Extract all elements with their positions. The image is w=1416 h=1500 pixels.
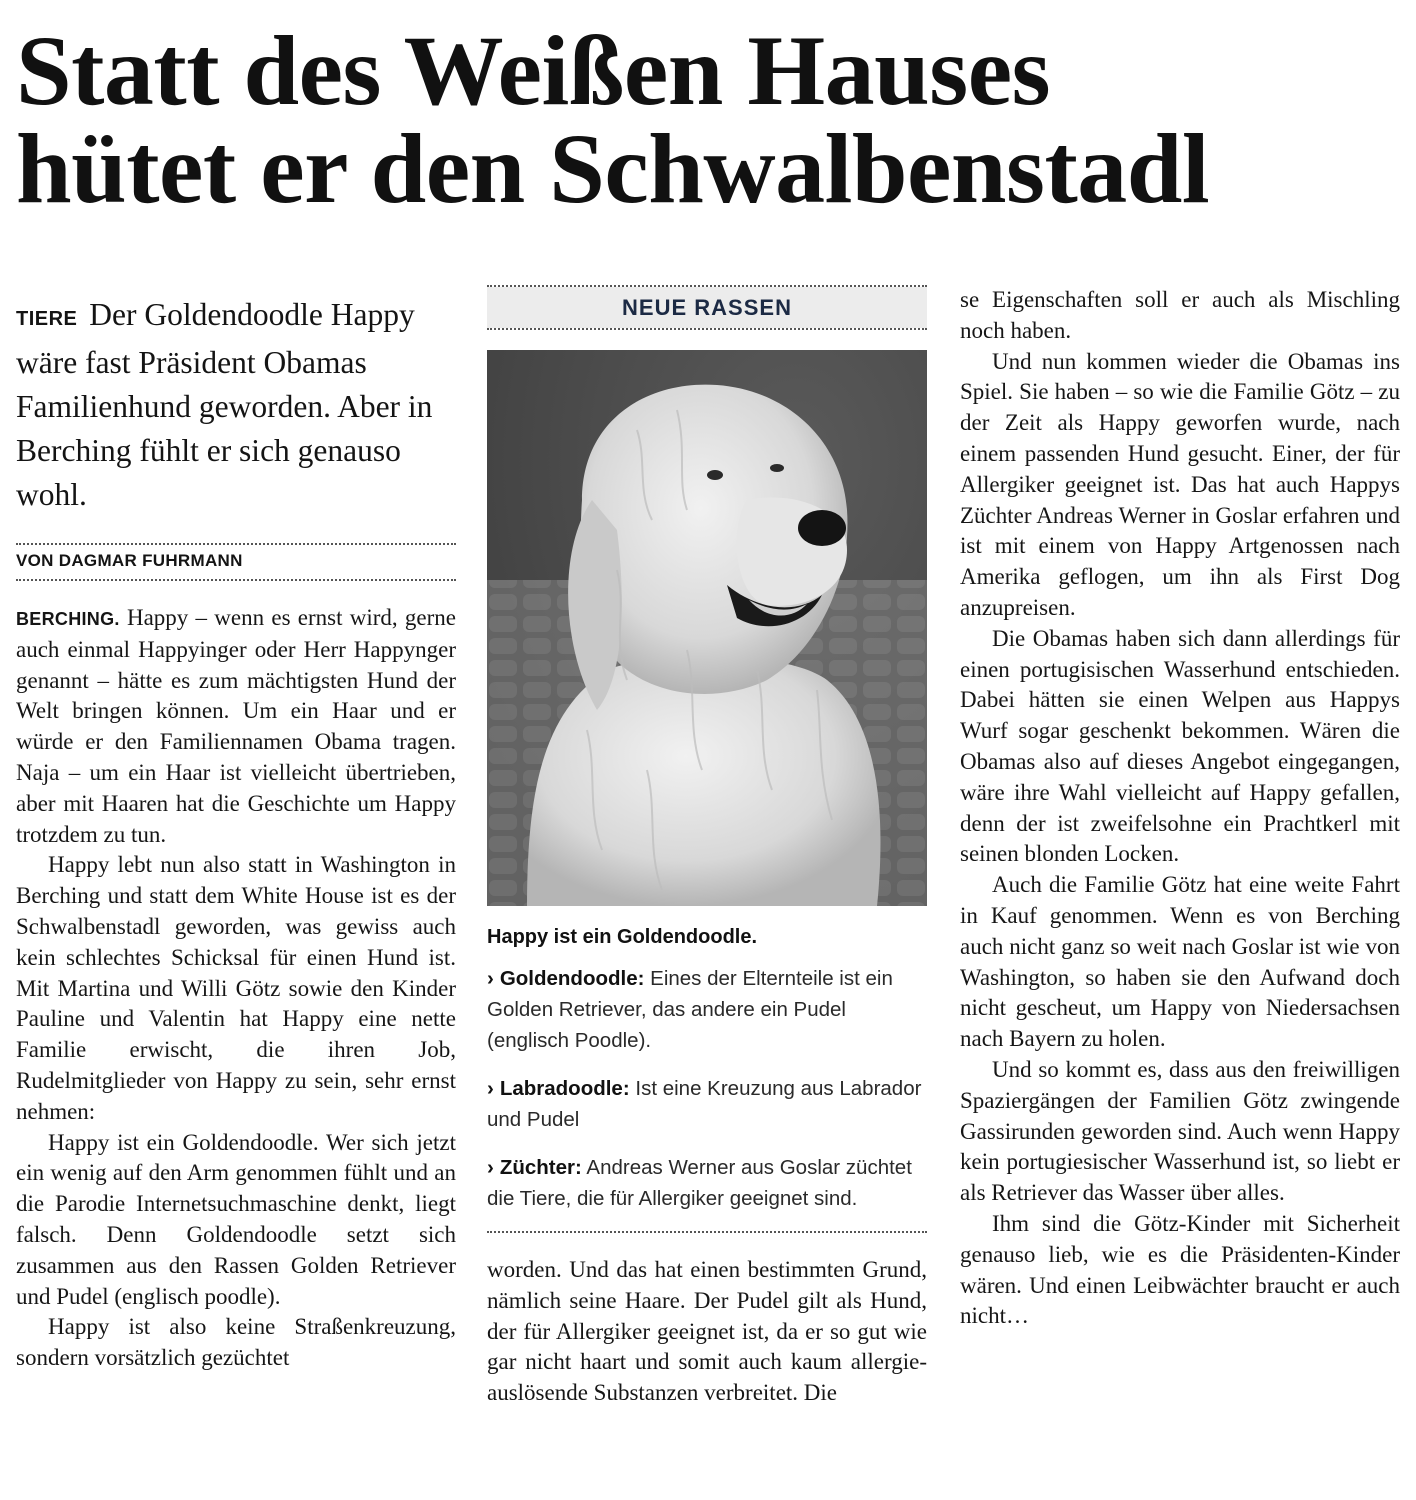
fact-item — [487, 1073, 927, 1135]
column-left — [16, 285, 456, 1497]
column-right — [960, 285, 1400, 1497]
body-paragraph: Und so kommt es, dass aus den freiwilligen Spaziergängen der Familien Götz zwingende Gassirunden geworden sind. Auch wenn Happy kein portugiesischer Wasserhund ist, so liebt er als Retriever das Wasser über alles. — [960, 1056, 1400, 1206]
column-middle — [487, 285, 927, 1497]
fact-text: Ist eine Kreuzung aus Labrador und Pudel — [487, 1077, 922, 1131]
body-paragraph-text: Happy – wenn es ernst wird, gerne auch einmal Happyinger oder Herr Happynger genannt – hätte es zum mächtigsten Hund der Welt bringen können. Um ein Haar und er würde er den Familiennamen Obama tragen. Naja – um ein Haar ist vielleicht übertrieben, aber mit Haaren hat die Geschichte um Happy trotzdem zu tun. — [16, 605, 456, 847]
headline — [16, 15, 1406, 224]
body-paragraph: worden. Und das hat einen bestimmten Grund, nämlich seine Haare. Der Pudel gilt als Hund, der für Allergiker geeignet ist, da er so gut wie gar nicht haart und somit auch kaum allergieauslösende Substanzen verbreitet. Die — [487, 1257, 927, 1406]
body-paragraph: Happy lebt nun also statt in Washington in Berching und statt dem White House ist es der Schwalbenstadl geworden, was gewiss auch kein schlechtes Schicksal für einen Hund ist. Mit Martina und Willi Götz sowie den Kinder Pauline und Valentin hat Happy eine nette Familie erwischt, die ihren Job, Rudelmitglieder von Happy zu sein, sehr ernst nehmen: — [16, 852, 456, 1124]
body-paragraph: Und nun kommen wieder die Obamas ins Spiel. Sie haben – so wie die Familie Götz – zu der Zeit als Happy geworfen wurde, nach einem passenden Hund gesucht. Einer, der für Allergiker geeignet ist. Das hat auch Happys Züchter Andreas Werner in Goslar erfahren und ist mit einem von Happy Artgenossen nach Amerika geflogen, um ihn als First Dog anzupreisen. — [960, 348, 1400, 620]
divider — [16, 579, 456, 581]
byline: VON DAGMAR FUHRMANN — [16, 551, 243, 570]
article-body-left — [16, 603, 456, 1374]
fact-term: Labradoodle: — [499, 1077, 630, 1100]
section-kicker: TIERE — [16, 308, 78, 330]
divider — [487, 328, 927, 330]
fact-item — [487, 963, 927, 1056]
body-paragraph: Auch die Familie Götz hat eine weite Fahrt in Kauf genommen. Wenn es von Berching auch nicht ganz so weit nach Goslar ist wie von Washington, so haben sie den Aufwand doch nicht gescheut, um Happy von Niedersachsen nach Bayern zu holen. — [960, 872, 1400, 1052]
body-paragraph: Ihm sind die Götz-Kinder mit Sicherheit genauso lieb, wie es die Präsidenten-Kinder wären. Und einen Leibwächter braucht er auch nicht… — [960, 1210, 1400, 1329]
headline-line-2: hütet er den Schwalbenstadl — [16, 113, 1210, 224]
body-paragraph — [16, 603, 456, 850]
lead-text: Der Goldendoodle Happy wäre fast Präsident Obamas Familienhund geworden. Aber in Berching fühlt er sich genauso wohl. — [16, 297, 433, 512]
fact-text: Andreas Werner aus Goslar züchtet die Tiere, die für Allergiker geeignet sind. — [487, 1156, 912, 1210]
article-body-right — [960, 285, 1400, 1332]
body-paragraph: se Eigenschaften soll er auch als Mischling noch haben. — [960, 287, 1400, 343]
body-paragraph: Die Obamas haben sich dann allerdings für einen portugisischen Wasserhund entschieden. Dabei hätten sie einen Welpen aus Happys Wurf sogar geschenkt bekommen. Wären die Obamas also auf dieses Angebot eingegangen, wäre ihre Wahl vielleicht auf Happy gefallen, denn der ist zweifelsohne ein Prachtkerl mit seinen blonden Locken. — [960, 625, 1400, 867]
dog-illustration — [487, 350, 927, 906]
fact-list — [487, 963, 927, 1214]
photo-caption: Happy ist ein Goldendoodle. — [487, 926, 758, 948]
arrow-icon: › — [487, 1156, 494, 1179]
fact-term: Goldendoodle: — [499, 967, 645, 990]
fact-item — [487, 1152, 927, 1214]
fact-term: Züchter: — [499, 1156, 582, 1179]
dog-photo — [487, 350, 927, 906]
fact-text: Eines der Elternteile ist ein Golden Retriever, das andere ein Pudel (englisch Poodle). — [487, 967, 893, 1052]
article-body-middle — [487, 1255, 927, 1409]
body-paragraph: Happy ist ein Goldendoodle. Wer sich jetzt ein wenig auf den Arm genommen fühlt und an die Parodie Internetsuchmaschine denkt, liegt falsch. Denn Goldendoodle setzt sich zusammen aus den Rassen Golden Retriever und Pudel (englisch poodle). — [16, 1129, 456, 1309]
arrow-icon: › — [487, 967, 494, 990]
body-paragraph: Happy ist also keine Straßenkreuzung, sondern vorsätzlich gezüchtet — [16, 1314, 456, 1371]
divider — [487, 1231, 927, 1233]
infobox-title: NEUE RASSEN — [487, 287, 927, 328]
lead-paragraph — [16, 293, 456, 517]
dateline: BERCHING. — [16, 609, 120, 629]
arrow-icon: › — [487, 1077, 494, 1100]
headline-line-1: Statt des Weißen Hauses — [16, 15, 1051, 126]
